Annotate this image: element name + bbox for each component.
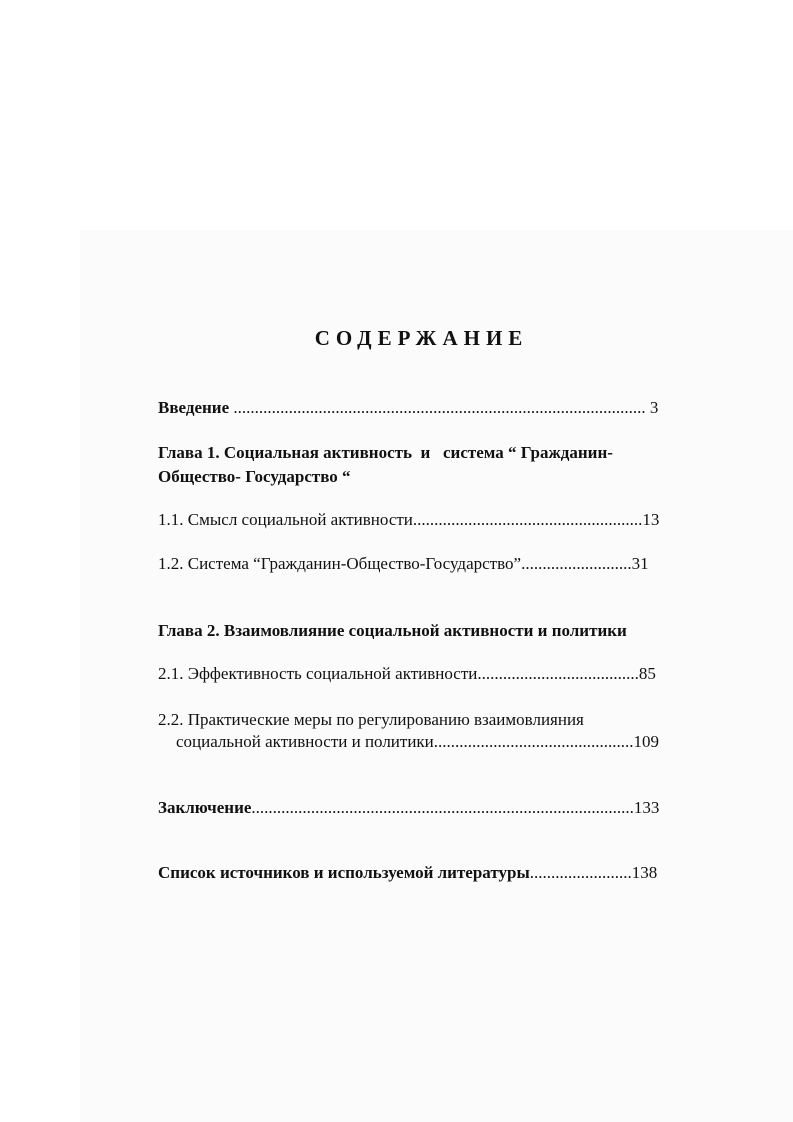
toc-page-number: 109 (633, 732, 660, 751)
toc-entry-bibliography (158, 863, 657, 883)
toc-page-number: 85 (638, 664, 656, 683)
toc-entry-label: 1.2. Система “Гражданин-Общество-Государство” (158, 554, 522, 573)
toc-page-number: 31 (631, 554, 649, 573)
toc-entry-2-2-line-1: 2.2. Практические меры по регулированию взаимовлияния (158, 710, 584, 729)
toc-entry-label: 2.1. Эффективность социальной активности (158, 664, 478, 683)
toc-entry-conclusion (158, 798, 659, 818)
toc-entry-introduction (158, 398, 658, 418)
toc-entry-label: Заключение (158, 798, 252, 817)
toc-entry-1-2 (158, 554, 649, 574)
toc-leader-dots: ...................................... (477, 664, 639, 683)
toc-chapter-2-heading: Глава 2. Взаимовлияние социальной активности и политики (158, 621, 627, 640)
toc-chapter-1-line-1: Глава 1. Социальная активность и система “ Гражданин- (158, 443, 613, 462)
toc-entry-label: социальной активности и политики (176, 732, 434, 751)
toc-entry-1-1 (158, 510, 659, 530)
toc-leader-dots: ............................................... (433, 732, 634, 751)
toc-entry-label: Введение (158, 398, 230, 417)
toc-page-number: 13 (642, 510, 660, 529)
toc-chapter-1-line-2: Общество- Государство “ (158, 467, 351, 486)
toc-leader-dots: ...................................................... (412, 510, 643, 529)
page-title: СОДЕРЖАНИЕ (314, 326, 529, 350)
toc-entry-2-1 (158, 664, 656, 684)
toc-page-number: 3 (649, 398, 659, 417)
toc-leader-dots: .......................................................................................... (251, 798, 634, 817)
toc-entry-label: 1.1. Смысл социальной активности (158, 510, 413, 529)
toc-leader-dots: .......................... (521, 554, 632, 573)
toc-leader-dots: ................................................................................................. (229, 398, 650, 417)
toc-page-number: 138 (631, 863, 658, 882)
toc-entry-2-2-line-2 (176, 732, 659, 752)
toc-leader-dots: ........................ (529, 863, 632, 882)
toc-page-number: 133 (633, 798, 660, 817)
toc-chapter-1-heading (158, 441, 678, 489)
toc-entry-label: Список источников и используемой литературы (158, 863, 530, 882)
